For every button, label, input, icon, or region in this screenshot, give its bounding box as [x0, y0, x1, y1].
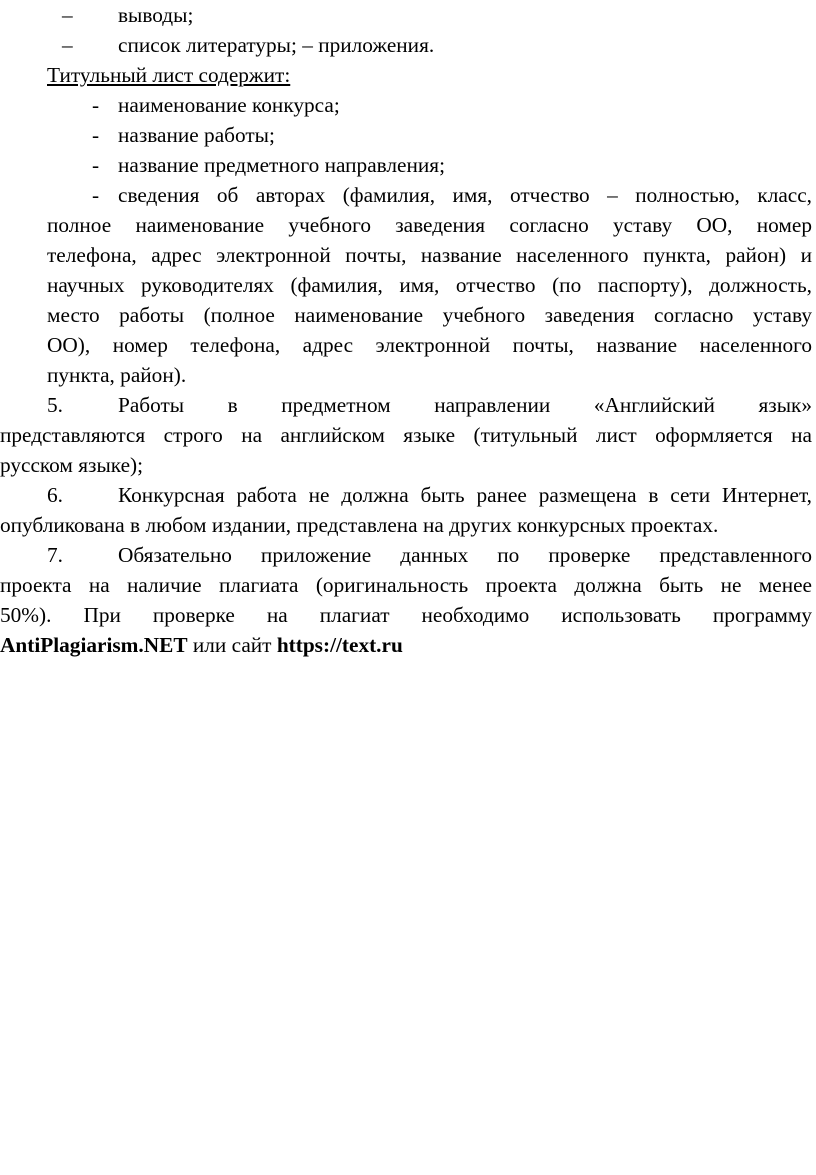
list-marker: - [92, 93, 100, 117]
authors-line: научных руководителях (фамилия, имя, отчество (по паспорту), должность, [47, 273, 812, 297]
authors-line: сведения об авторах (фамилия, имя, отчество – полностью, класс, [118, 183, 812, 207]
or-site-text: или сайт [187, 633, 277, 657]
list-item-subject-direction: название предметного направления; [118, 153, 446, 177]
list-item-conclusions: выводы; [118, 3, 194, 27]
list-marker: - [92, 153, 100, 177]
authors-line: полное наименование учебного заведения согласно уставу ОО, номер [47, 213, 812, 237]
item5-line: русском языке); [0, 453, 144, 477]
item-number: 6. [47, 483, 63, 507]
list-marker: – [62, 3, 73, 27]
item6-line: опубликована в любом издании, представлена на других конкурсных проектах. [0, 513, 719, 537]
item7-first-line: Обязательно приложение данных по проверке представленного [118, 543, 812, 567]
list-item-references: список литературы; – приложения. [118, 33, 435, 57]
item7-line: 50%). При проверке на плагиат необходимо использовать программу [0, 603, 812, 627]
item5-line: представляются строго на английском языке (титульный лист оформляется на [0, 423, 812, 447]
list-marker: - [92, 183, 100, 207]
authors-line: пункта, район). [47, 363, 187, 387]
authors-line: телефона, адрес электронной почты, название населенного пункта, район) и [47, 243, 812, 267]
item7-last-line [0, 630, 403, 660]
item-number: 5. [47, 393, 63, 417]
program-name: AntiPlagiarism.NET [0, 633, 188, 657]
site-url: https://text.ru [276, 633, 403, 657]
item6-first-line: Конкурсная работа не должна быть ранее размещена в сети Интернет, [118, 483, 812, 507]
list-item-contest-name: наименование конкурса; [118, 93, 340, 117]
title-page-heading: Титульный лист содержит: [47, 63, 291, 87]
list-item-work-name: название работы; [118, 123, 275, 147]
authors-line: место работы (полное наименование учебного заведения согласно уставу [47, 303, 812, 327]
item7-line: проекта на наличие плагиата (оригинальность проекта должна быть не менее [0, 573, 812, 597]
list-marker: - [92, 123, 100, 147]
item5-first-line: Работы в предметном направлении «Английский язык» [118, 393, 812, 417]
item-number: 7. [47, 543, 63, 567]
authors-line: ОО), номер телефона, адрес электронной почты, название населенного [47, 333, 812, 357]
list-marker: – [62, 33, 73, 57]
